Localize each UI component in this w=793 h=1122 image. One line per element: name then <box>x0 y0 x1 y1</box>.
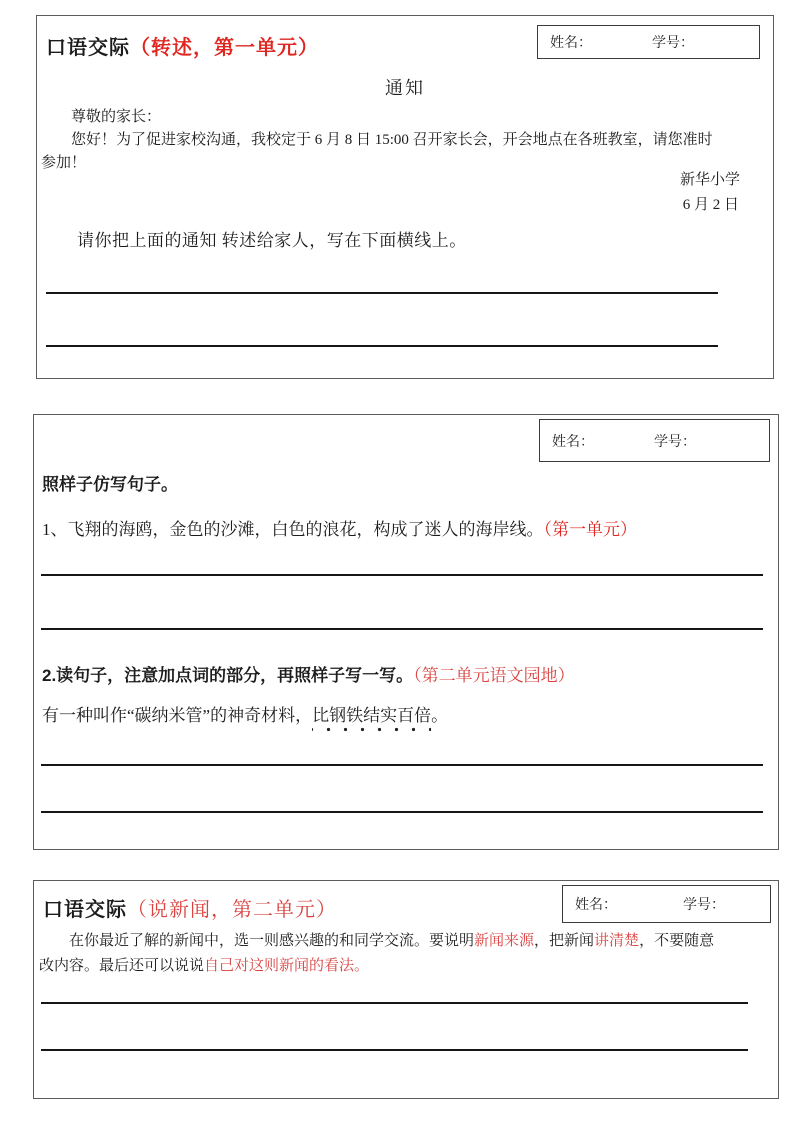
section-title-text: 口语交际 <box>46 37 130 59</box>
news-task-paragraph <box>39 929 766 979</box>
news-task-line1 <box>39 929 766 954</box>
question-1-text: 1、飞翔的海鸥，金色的沙滩，白色的浪花，构成了迷人的海岸线。 <box>42 520 544 539</box>
name-id-box <box>537 25 760 59</box>
name-label: 姓名： <box>575 898 617 913</box>
writing-line <box>41 811 763 813</box>
exercise-heading: 照样子仿写句子。 <box>42 475 178 494</box>
notice-body <box>41 106 765 175</box>
notice-title: 通知 <box>385 78 425 98</box>
section-oral-communication-unit2 <box>33 880 779 1099</box>
section-title-text: 口语交际 <box>43 899 127 921</box>
writing-line <box>41 1049 748 1051</box>
name-id-box <box>539 419 770 462</box>
question-2-text: 2.读句子，注意加点词的部分，再照样子写一写。 <box>42 666 414 685</box>
section-sentence-imitation <box>33 414 779 850</box>
section-oral-communication-unit1 <box>36 15 774 379</box>
question-2-example-sentence <box>42 701 448 726</box>
sentence-period: 。 <box>431 706 449 725</box>
section-title-paren: （说新闻，第二单元） <box>127 899 337 921</box>
writing-line <box>46 345 718 347</box>
section-title-paren: （转述，第一单元） <box>130 37 319 59</box>
question-2-paren: （第二单元语文园地） <box>413 666 575 685</box>
news-task-line2 <box>39 954 766 979</box>
sentence-emphasized-part: 比钢铁结实百倍 <box>312 706 431 732</box>
section-title <box>43 893 337 922</box>
writing-line <box>41 1002 748 1004</box>
retell-instruction: 请你把上面的通知 转述给家人，写在下面横线上。 <box>77 231 467 250</box>
section-title <box>46 31 319 60</box>
notice-signature: 新华小学 <box>679 172 740 188</box>
writing-line <box>41 574 763 576</box>
task-highlight-news-source: 新闻来源 <box>474 933 535 949</box>
task-text: ，把新闻 <box>534 933 595 949</box>
task-text: 在你最近了解的新闻中，选一则感兴趣的和同学交流。要说明 <box>69 933 475 949</box>
name-label: 姓名： <box>552 434 594 450</box>
task-highlight-own-opinion: 自己对这则新闻的看法。 <box>204 958 370 974</box>
student-id-label: 学号： <box>652 36 694 51</box>
question-1 <box>42 515 637 540</box>
name-id-box <box>562 885 771 923</box>
question-2 <box>42 661 575 686</box>
student-id-label: 学号： <box>683 898 725 913</box>
task-highlight-speak-clearly: 讲清楚 <box>594 933 640 949</box>
writing-line <box>41 628 763 630</box>
task-text: ，不要随意 <box>639 933 715 949</box>
writing-line <box>46 292 718 294</box>
notice-body-line1: 您好！为了促进家校沟通，我校定于 6 月 8 日 15:00 召开家长会，开会地点在各班教室，请您准时 <box>71 132 713 148</box>
notice-salutation: 尊敬的家长： <box>71 109 162 125</box>
notice-body-line2: 参加！ <box>41 155 87 171</box>
notice-date: 6 月 2 日 <box>682 197 739 213</box>
question-1-paren: （第一单元） <box>543 520 637 539</box>
writing-line <box>41 764 763 766</box>
task-text: 改内容。最后还可以说说 <box>39 958 205 974</box>
name-label: 姓名： <box>550 36 592 51</box>
student-id-label: 学号： <box>654 434 696 450</box>
sentence-plain-part: 有一种叫作“碳纳米管”的神奇材料， <box>42 706 313 725</box>
